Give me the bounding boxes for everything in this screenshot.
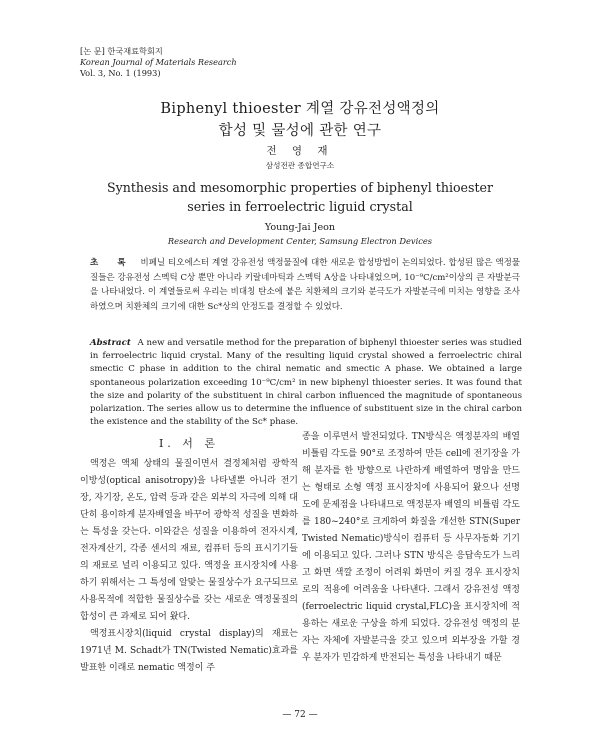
author-korean: 전 영 재: [266, 145, 334, 157]
body-paragraph: 액정표시장치(liquid crystal display)의 재료는 1971년 M. Schadt가 TN(Twisted Nematic)효과를 발표한 이래로 nematic 액정이 주: [80, 629, 298, 673]
journal-header: [80, 46, 237, 79]
title-english-line1: Synthesis and mesomorphic properties of biphenyl thioester: [106, 180, 494, 195]
page-number: — 72 —: [282, 710, 318, 720]
abstract-korean: [90, 256, 520, 314]
affiliation-korean: 삼성전관 종합연구소: [265, 161, 335, 170]
journal-volume: Vol. 3, No. 1 (1993): [80, 68, 161, 78]
section-heading-introduction: I. 서 론: [158, 437, 220, 450]
journal-name-en: Korean Journal of Materials Research: [80, 57, 237, 67]
abstract-korean-label: 초 록: [90, 258, 134, 268]
abstract-english-label: Abstract: [90, 338, 131, 348]
author-english: Young-Jai Jeon: [264, 222, 336, 233]
body-paragraph: 액정은 액체 상태의 물질이면서 결정체처럼 광학적 이방성(optical anisotropy)을 나타낼뿐 아니라 전기장, 자기장, 온도, 압력 등과 같은 외부의 자극에 의해 대단히 용이하게 분자배열을 바꾸어 광학적 성질을 변화하는 특성을 갖는다. 이와같은 성질을 이용하여 전자시계, 전자계산기, 각종 센서의 재료, 컴퓨터 등의 표시기기들의 재료로 널리 이용되고 있다. 액정을 표시장치에 사용하기 위해서는 그 특성에 알맞는 물질상수가 요구되므로 사용목적에 적합한 물질상수를 갖는 새로운 액정물질의 합성이 큰 과제로 되어 왔다.: [80, 459, 298, 622]
title-english-line2: series in ferroelectric liguid crystal: [187, 199, 413, 214]
affiliation-english: Research and Development Center, Samsung Electron Devices: [167, 236, 433, 246]
title-korean-line2: 합성 및 물성에 관한 연구: [218, 123, 382, 139]
abstract-english-text: A new and versatile method for the preparation of biphenyl thioester series was studied in ferroelectric liquid crystal. Many of the resulting liquid crystal showed a ferroelectric chiral smectic C phase in addition to the chiral nematic and smectic A phase. We obtained a large spontaneous polarization exceeding 10⁻⁹C/cm² in new biphenyl thioester series. It was found that the size and polarity of the substituent in chiral carbon influenced the magnitude of spontaneous polarization. The series allow us to determine the influence of substituent size in the chiral carbon the existence and the stability of the Sc* phase.: [90, 338, 522, 428]
journal-label: [논 문] 한국재료학회지: [80, 46, 163, 56]
title-korean-line1: Biphenyl thioester 계열 강유전성액정의: [160, 101, 440, 117]
abstract-korean-text: 비페닐 티오에스터 계열 강유전성 액정물질에 대한 새로운 합성방법이 논의되었다. 합성된 많은 액정물질들은 강유전성 스멕틱 C상 뿐만 아니라 키랄네마틱과 스멕틱 A상을 나타내었으며, 10⁻⁹C/cm²이상의 큰 자발분극을 나타내었다. 이 계열들로써 우리는 비대칭 탄소에 붙은 치환체의 크기와 분극도가 자발분극에 미치는 영향을 조사하였으며 치환체의 크기에 대한 Sc*상의 안정도를 결정할 수 있었다.: [90, 258, 520, 312]
body-column-left: [80, 429, 298, 677]
body-paragraph: 종을 이루면서 발전되었다. TN방식은 액정분자의 배열 비틀림 각도를 90°로 조정하여 만든 cell에 전기장을 가해 분자를 한 방향으로 나란하게 배열하여 명암을 만드는 형태로 소형 액정 표시장치에 사용되어 왔으나 선명도에 문제점을 나타내므로 액정분자 배열의 비틀림 각도를 180~240°로 크게하여 화질을 개선한 STN(Super Twisted Nematic)방식이 컴퓨터 등 사무자동화 기기에 이용되고 있다. 그러나 STN 방식은 응답속도가 느리고 화면 색깔 조정이 어려워 화면이 커질 경우 표시장치로의 적용에 어려움을 나타낸다. 그래서 강유전성 액정(ferroelectric liquid crystal,FLC)을 표시장치에 적용하는 새로운 구상을 하게 되었다. 강유전성 액정의 분자는 자체에 자발분극을 갖고 있으며 외부장을 가할 경우 분자가 민감하게 반전되는 특성을 나타내기 때문: [302, 432, 520, 663]
body-column-right: [302, 429, 520, 667]
abstract-english: [90, 337, 522, 429]
